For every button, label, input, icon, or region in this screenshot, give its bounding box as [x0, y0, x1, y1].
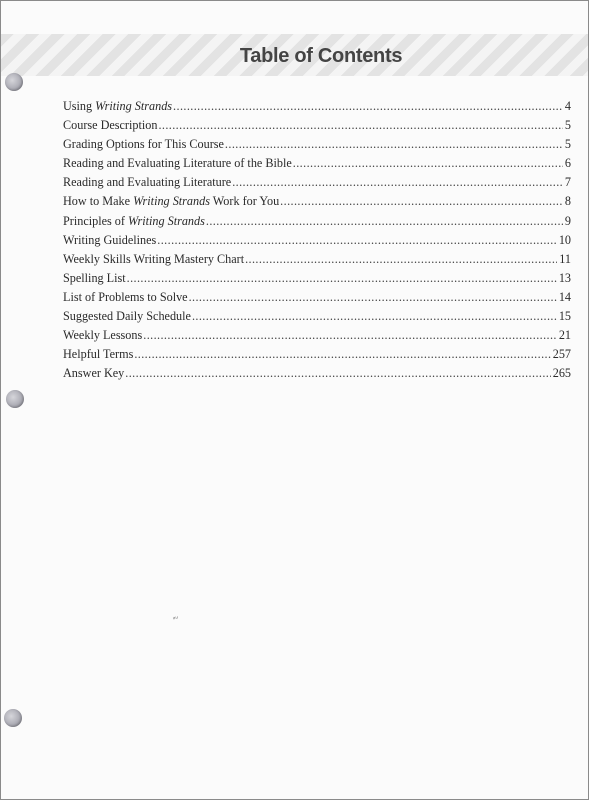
toc-entry	[63, 366, 571, 385]
toc-entry-title	[63, 328, 142, 343]
toc-title-text: Spelling List	[63, 270, 126, 285]
toc-entry	[63, 271, 571, 290]
toc-entry	[63, 99, 571, 118]
toc-title-text: How to Make	[63, 194, 134, 209]
toc-title-text: Course Description	[63, 118, 158, 133]
toc-page-number: 7	[564, 175, 571, 190]
toc-page-number: 15	[558, 309, 571, 324]
dot-leader	[158, 118, 562, 133]
toc-title-text: Writing Guidelines	[63, 232, 157, 247]
toc-title-text: Weekly Lessons	[63, 328, 143, 343]
stray-mark: ᵃᵘ	[172, 614, 180, 624]
dot-leader	[157, 233, 557, 248]
toc-page-number: 5	[564, 118, 571, 133]
toc-entry-title	[63, 156, 292, 171]
binder-hole	[6, 390, 24, 408]
toc-entry	[63, 328, 571, 347]
toc-page-number: 9	[564, 213, 571, 228]
toc-entry-title	[63, 137, 224, 152]
toc-title-text-after: Work for You	[209, 194, 280, 209]
toc-entry	[63, 118, 571, 137]
toc-title-text: Suggested Daily Schedule	[63, 309, 191, 324]
dot-leader	[192, 309, 557, 324]
toc-title-text: Principles of	[63, 213, 128, 228]
dot-leader	[225, 137, 563, 152]
toc-entry	[63, 252, 571, 271]
dot-leader	[189, 290, 557, 305]
toc-entry	[63, 290, 571, 309]
dot-leader	[232, 175, 563, 190]
toc-entry-title	[63, 271, 126, 286]
toc-entry	[63, 309, 571, 328]
toc-title-text: List of Problems to Solve	[63, 289, 188, 304]
dot-leader	[143, 328, 557, 343]
toc-page-number: 5	[564, 137, 571, 152]
toc-title-text: Using	[63, 99, 96, 113]
toc-entry-title	[63, 290, 188, 305]
dot-leader	[206, 214, 563, 229]
dot-leader	[293, 156, 563, 171]
dot-leader	[127, 271, 557, 286]
toc-title-italic: Writing Strands	[128, 213, 205, 228]
toc-title-text: Grading Options for This Course	[63, 137, 224, 152]
toc-entry	[63, 214, 571, 233]
toc-title-italic: Writing Strands	[133, 194, 210, 209]
toc-entry-title	[63, 233, 156, 248]
toc-page-number: 13	[558, 270, 571, 285]
table-of-contents	[63, 99, 571, 385]
toc-entry-title	[63, 366, 124, 381]
toc-page-number: 6	[564, 156, 571, 171]
toc-page-number: 14	[558, 289, 571, 304]
binder-hole	[4, 709, 22, 727]
toc-entry	[63, 156, 571, 175]
dot-leader	[134, 347, 550, 362]
toc-entry	[63, 175, 571, 194]
toc-entry-title	[63, 347, 133, 362]
toc-page-number: 265	[552, 366, 571, 381]
toc-entry-title	[63, 118, 157, 133]
toc-title-italic: Writing Strands	[95, 99, 173, 113]
toc-entry	[63, 194, 571, 213]
toc-title-text: Helpful Terms	[63, 347, 134, 362]
toc-entry-title	[63, 309, 191, 324]
dot-leader	[245, 252, 557, 267]
dot-leader	[125, 366, 550, 381]
dot-leader	[280, 194, 563, 209]
toc-page-number: 10	[558, 232, 571, 247]
toc-entry	[63, 233, 571, 252]
toc-title-text: Reading and Evaluating Literature	[63, 175, 232, 190]
toc-page-number: 4	[564, 99, 571, 113]
toc-title-text: Answer Key	[63, 366, 125, 381]
toc-title-text: Weekly Skills Writing Mastery Chart	[63, 251, 245, 266]
toc-entry-title	[63, 175, 231, 190]
toc-page-number: 257	[552, 347, 571, 362]
dot-leader	[173, 99, 563, 114]
toc-entry	[63, 347, 571, 366]
toc-page-number: 11	[559, 251, 571, 266]
toc-entry-title	[63, 194, 279, 209]
page-title: Table of Contents	[239, 45, 403, 67]
toc-page-number: 8	[564, 194, 571, 209]
toc-page-number: 21	[558, 328, 571, 343]
toc-entry	[63, 137, 571, 156]
toc-title-text: Reading and Evaluating Literature of the Bible	[63, 156, 292, 171]
toc-entry-title	[63, 252, 244, 267]
toc-entry-title	[63, 214, 205, 229]
toc-entry-title	[63, 99, 172, 114]
binder-hole	[5, 73, 23, 91]
